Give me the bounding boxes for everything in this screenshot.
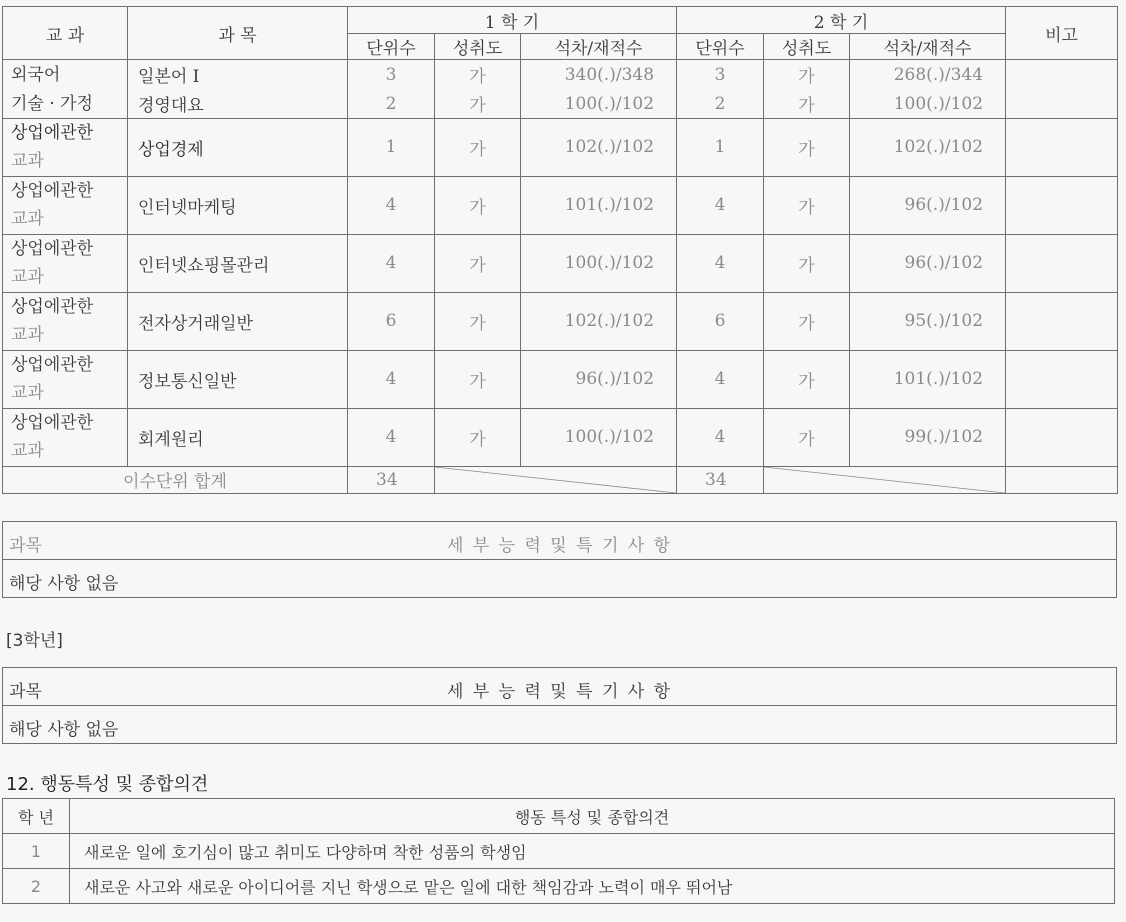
- row-rank-2: 99(.)/102: [850, 408, 1006, 466]
- row-units-1: 3: [348, 60, 435, 90]
- row-rank-1: 96(.)/102: [521, 350, 677, 408]
- row-units-2: 4: [677, 350, 764, 408]
- row-achievement-2: 가: [764, 350, 850, 408]
- area-line-2: 교과: [11, 267, 44, 287]
- detail-content: 해당 사항 없음: [9, 574, 119, 594]
- row-achievement-2: 가: [764, 408, 850, 466]
- header-area: 교 과: [3, 7, 128, 60]
- behavior-table-body: [3, 834, 1115, 904]
- row-rank-1: 100(.)/102: [521, 234, 677, 292]
- row-subject: 정보통신일반: [128, 350, 348, 408]
- diagonal-line: [435, 467, 676, 493]
- total-label: 이수단위 합계: [3, 466, 348, 493]
- row-remark: [1006, 60, 1118, 90]
- row-units-1: 4: [348, 234, 435, 292]
- row-rank-1: 100(.)/102: [521, 90, 677, 119]
- area-line-1: 상업에관한: [11, 355, 94, 375]
- row-area: [3, 350, 128, 408]
- row-subject: 경영대요: [128, 90, 348, 119]
- behavior-text: 새로운 일에 호기심이 많고 취미도 다양하며 착한 성품의 학생임: [70, 834, 1115, 869]
- row-area: [3, 408, 128, 466]
- header-rank-2: 석차/재적수: [850, 34, 1006, 60]
- row-area: [3, 118, 128, 176]
- behavior-row: [3, 869, 1115, 904]
- detail-subject-label: 과목: [9, 682, 42, 702]
- row-units-2: 4: [677, 408, 764, 466]
- row-achievement-1: 가: [435, 90, 521, 119]
- row-achievement-1: 가: [435, 234, 521, 292]
- behavior-year: 1: [3, 834, 70, 869]
- row-units-2: 2: [677, 90, 764, 119]
- grade-3-label: [3학년]: [6, 631, 63, 651]
- detail-content-row: [3, 706, 1116, 743]
- grade-row: [3, 292, 1118, 350]
- header-achievement-2: 성취도: [764, 34, 850, 60]
- total-units-2: 34: [677, 466, 764, 493]
- behavior-header-year: 학 년: [3, 799, 70, 834]
- row-remark: [1006, 408, 1118, 466]
- row-rank-2: 96(.)/102: [850, 234, 1006, 292]
- header-semester-2: 2 학 기: [677, 7, 1006, 34]
- row-remark: [1006, 234, 1118, 292]
- behavior-header-row: [3, 799, 1115, 834]
- row-rank-2: 100(.)/102: [850, 90, 1006, 119]
- row-remark: [1006, 118, 1118, 176]
- row-achievement-1: 가: [435, 408, 521, 466]
- detail-box-grade-2: [2, 521, 1117, 598]
- row-achievement-2: 가: [764, 90, 850, 119]
- grade-row: [3, 90, 1118, 119]
- row-rank-1: 340(.)/348: [521, 60, 677, 90]
- row-subject: 인터넷쇼핑몰관리: [128, 234, 348, 292]
- row-achievement-1: 가: [435, 350, 521, 408]
- grade-row: [3, 408, 1118, 466]
- row-rank-1: 100(.)/102: [521, 408, 677, 466]
- row-subject: 인터넷마케팅: [128, 176, 348, 234]
- row-rank-1: 102(.)/102: [521, 118, 677, 176]
- area-line-1: 기술 · 가정: [11, 93, 93, 114]
- row-subject: 일본어 I: [128, 60, 348, 90]
- total-remark: [1006, 466, 1118, 493]
- detail-header: [3, 668, 1116, 706]
- row-achievement-2: 가: [764, 60, 850, 90]
- row-achievement-2: 가: [764, 176, 850, 234]
- area-line-1: 상업에관한: [11, 297, 94, 317]
- row-area: [3, 90, 128, 119]
- grade-row: [3, 118, 1118, 176]
- behavior-year: 2: [3, 869, 70, 904]
- row-achievement-1: 가: [435, 118, 521, 176]
- behavior-text: 새로운 사고와 새로운 아이디어를 지닌 학생으로 맡은 일에 대한 책임감과 노력이 매우 뛰어남: [70, 869, 1115, 904]
- row-subject: 상업경제: [128, 118, 348, 176]
- grade-row: [3, 350, 1118, 408]
- total-blank-1: [435, 466, 677, 493]
- behavior-table: [2, 798, 1115, 904]
- row-units-2: 6: [677, 292, 764, 350]
- area-line-1: 상업에관한: [11, 413, 94, 433]
- row-units-1: 4: [348, 350, 435, 408]
- row-area: [3, 234, 128, 292]
- row-remark: [1006, 292, 1118, 350]
- header-semester-1: 1 학 기: [348, 7, 677, 34]
- area-line-2: 교과: [11, 441, 44, 461]
- row-rank-2: 96(.)/102: [850, 176, 1006, 234]
- header-remark: 비고: [1006, 7, 1118, 60]
- row-units-1: 1: [348, 118, 435, 176]
- detail-content: 해당 사항 없음: [9, 720, 119, 740]
- row-units-2: 3: [677, 60, 764, 90]
- row-achievement-1: 가: [435, 60, 521, 90]
- row-units-1: 6: [348, 292, 435, 350]
- detail-subject-label: 과목: [9, 536, 42, 556]
- row-area: [3, 60, 128, 90]
- row-remark: [1006, 350, 1118, 408]
- detail-header: [3, 522, 1116, 560]
- row-units-1: 4: [348, 408, 435, 466]
- area-line-2: 교과: [11, 151, 44, 171]
- row-achievement-2: 가: [764, 234, 850, 292]
- detail-box-grade-3: [2, 667, 1117, 744]
- total-units-1: 34: [348, 466, 435, 493]
- row-units-2: 4: [677, 176, 764, 234]
- diagonal-line: [764, 467, 1005, 493]
- section-12-title: 12. 행동특성 및 종합의견: [6, 774, 209, 795]
- row-units-2: 4: [677, 234, 764, 292]
- behavior-header-text: 행동 특성 및 종합의견: [70, 799, 1115, 834]
- header-subject: 과 목: [128, 7, 348, 60]
- behavior-row: [3, 834, 1115, 869]
- row-rank-2: 95(.)/102: [850, 292, 1006, 350]
- row-subject: 전자상거래일반: [128, 292, 348, 350]
- grade-table: [2, 6, 1118, 494]
- grade-row: [3, 234, 1118, 292]
- detail-title: 세 부 능 력 및 특 기 사 항: [446, 536, 673, 556]
- header-units-2: 단위수: [677, 34, 764, 60]
- detail-content-row: [3, 560, 1116, 597]
- row-units-2: 1: [677, 118, 764, 176]
- area-line-1: 상업에관한: [11, 239, 94, 259]
- row-rank-2: 268(.)/344: [850, 60, 1006, 90]
- row-remark: [1006, 176, 1118, 234]
- row-achievement-1: 가: [435, 292, 521, 350]
- area-line-1: 상업에관한: [11, 123, 94, 143]
- row-subject: 회계원리: [128, 408, 348, 466]
- row-achievement-2: 가: [764, 118, 850, 176]
- grade-row: [3, 60, 1118, 90]
- header-achievement-1: 성취도: [435, 34, 521, 60]
- total-row: [3, 466, 1118, 493]
- row-rank-1: 102(.)/102: [521, 292, 677, 350]
- row-units-1: 2: [348, 90, 435, 119]
- area-line-2: 교과: [11, 209, 44, 229]
- row-area: [3, 176, 128, 234]
- row-area: [3, 292, 128, 350]
- grade-row: [3, 176, 1118, 234]
- row-remark: [1006, 90, 1118, 119]
- detail-title: 세 부 능 력 및 특 기 사 항: [446, 682, 673, 702]
- total-blank-2: [764, 466, 1006, 493]
- header-rank-1: 석차/재적수: [521, 34, 677, 60]
- row-rank-2: 101(.)/102: [850, 350, 1006, 408]
- row-achievement-2: 가: [764, 292, 850, 350]
- area-line-1: 상업에관한: [11, 181, 94, 201]
- area-line-2: 교과: [11, 383, 44, 403]
- grade-table-body: [3, 60, 1118, 467]
- row-units-1: 4: [348, 176, 435, 234]
- row-rank-1: 101(.)/102: [521, 176, 677, 234]
- area-line-1: 외국어: [11, 64, 61, 85]
- row-rank-2: 102(.)/102: [850, 118, 1006, 176]
- area-line-2: 교과: [11, 325, 44, 345]
- header-units-1: 단위수: [348, 34, 435, 60]
- row-achievement-1: 가: [435, 176, 521, 234]
